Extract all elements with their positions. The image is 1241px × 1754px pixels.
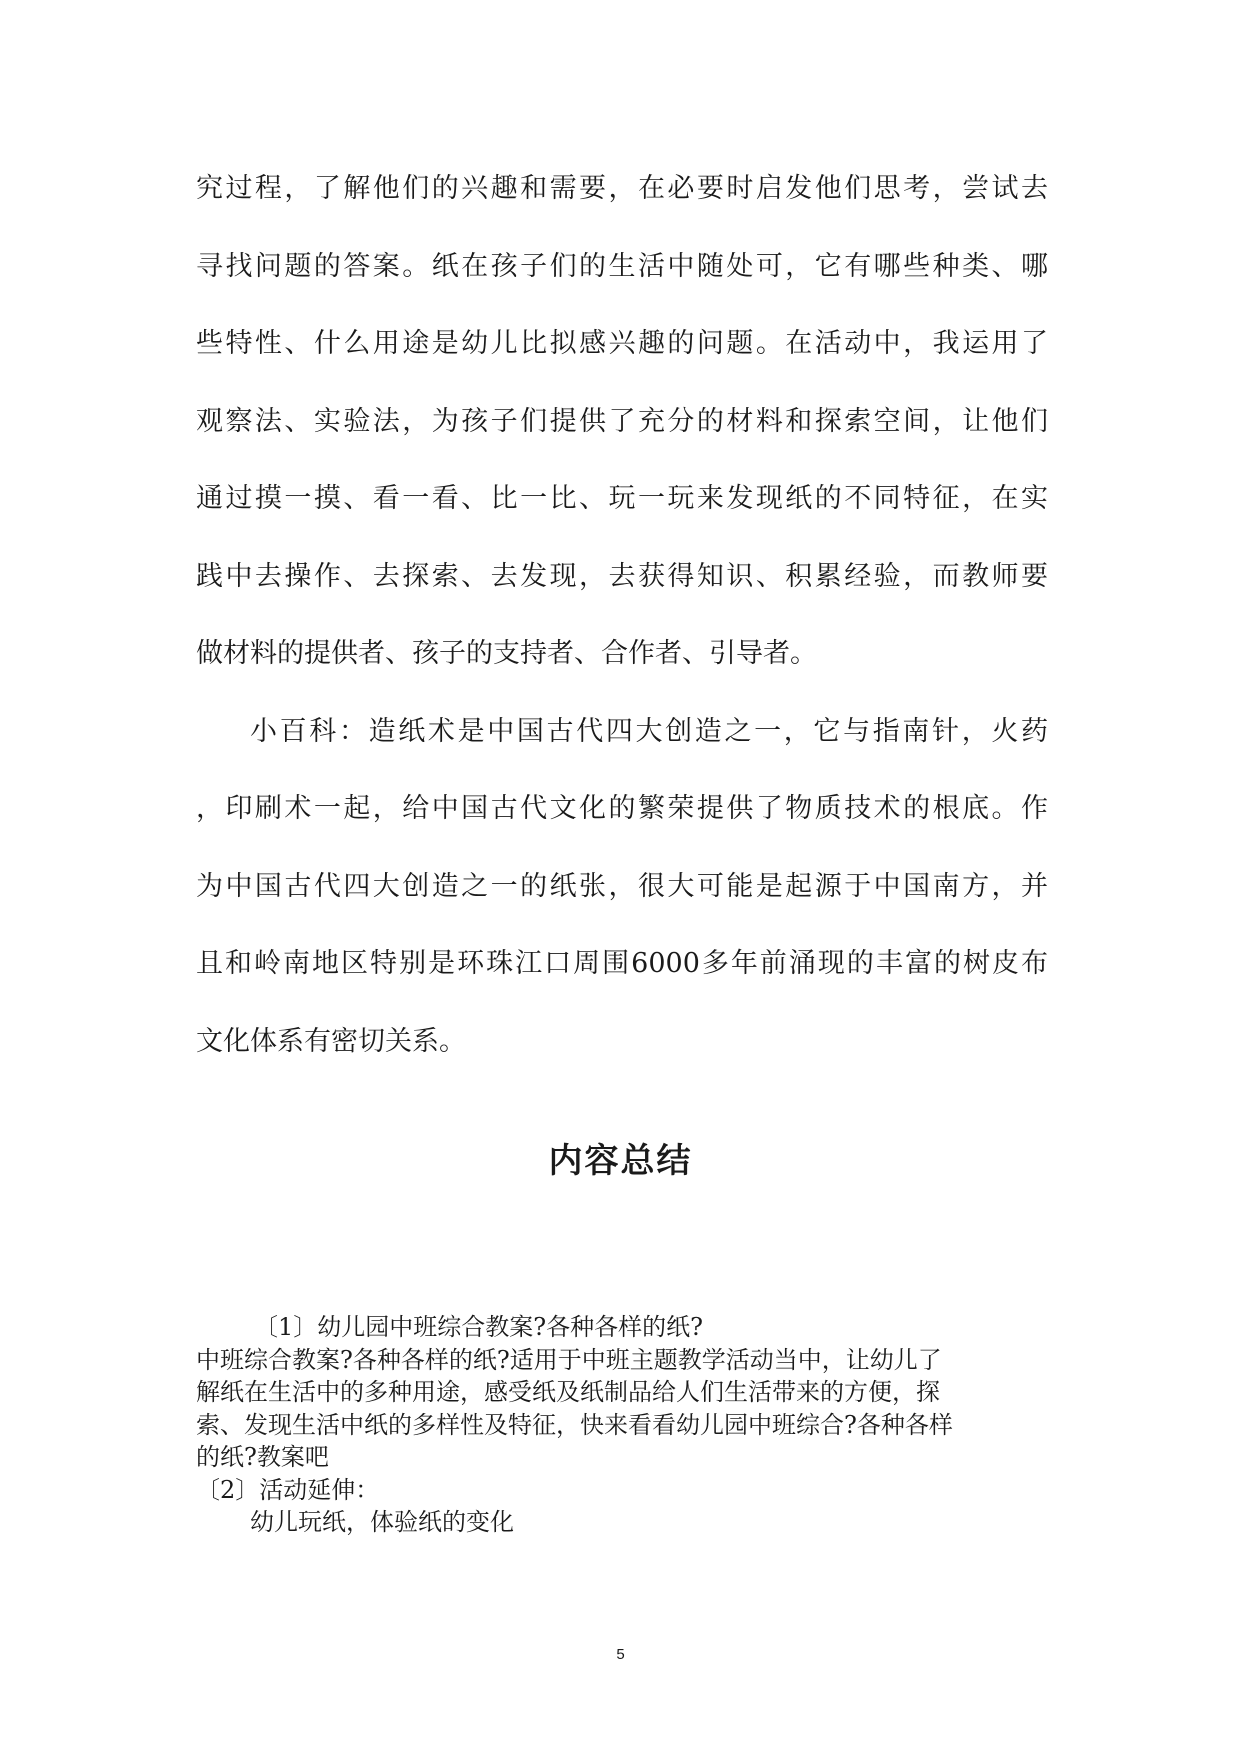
encyclopedia-line: ，印刷术一起，给中国古代文化的繁荣提供了物质技术的根底。作 xyxy=(196,793,1048,824)
encyclopedia-line: 且和岭南地区特别是环珠江口周围6000多年前涌现的丰富的树皮布 xyxy=(196,948,1048,979)
body-line: 通过摸一摸、看一看、比一比、玩一玩来发现纸的不同特征，在实 xyxy=(196,483,1048,514)
section-heading: 内容总结 xyxy=(548,1141,693,1181)
summary-line: 〔1〕幼儿园中班综合教案?各种各样的纸? xyxy=(254,1313,704,1341)
encyclopedia-line: 小百科：造纸术是中国古代四大创造之一，它与指南针，火药 xyxy=(250,715,1048,747)
body-line: 践中去操作、去探索、去发现，去获得知识、积累经验，而教师要 xyxy=(196,560,1048,592)
body-line: 些特性、什么用途是幼儿比拟感兴趣的问题。在活动中，我运用了 xyxy=(196,328,1048,359)
encyclopedia-line: 文化体系有密切关系。 xyxy=(196,1025,466,1057)
page-number: 5 xyxy=(616,1646,625,1663)
summary-line: 索、发现生活中纸的多样性及特征，快来看看幼儿园中班综合?各种各样 xyxy=(196,1410,953,1439)
summary-line: 〔2〕活动延伸： xyxy=(196,1475,380,1504)
body-line: 寻找问题的答案。纸在孩子们的生活中随处可，它有哪些种类、哪 xyxy=(196,250,1048,282)
summary-line: 幼儿玩纸，体验纸的变化 xyxy=(250,1508,514,1536)
summary-line: 中班综合教案?各种各样的纸?适用于中班主题教学活动当中，让幼儿了 xyxy=(196,1345,942,1374)
body-line: 观察法、实验法，为孩子们提供了充分的材料和探索空间，让他们 xyxy=(196,405,1048,437)
body-line: 究过程，了解他们的兴趣和需要，在必要时启发他们思考，尝试去 xyxy=(196,173,1048,204)
body-line: 做材料的提供者、孩子的支持者、合作者、引导者。 xyxy=(196,638,817,669)
encyclopedia-line: 为中国古代四大创造之一的纸张，很大可能是起源于中国南方，并 xyxy=(196,870,1048,902)
summary-line: 的纸?教案吧 xyxy=(196,1443,329,1471)
summary-line: 解纸在生活中的多种用途，感受纸及纸制品给人们生活带来的方便，探 xyxy=(196,1378,940,1406)
summary-block xyxy=(196,1311,1056,1539)
body-paragraphs xyxy=(196,150,1048,1080)
